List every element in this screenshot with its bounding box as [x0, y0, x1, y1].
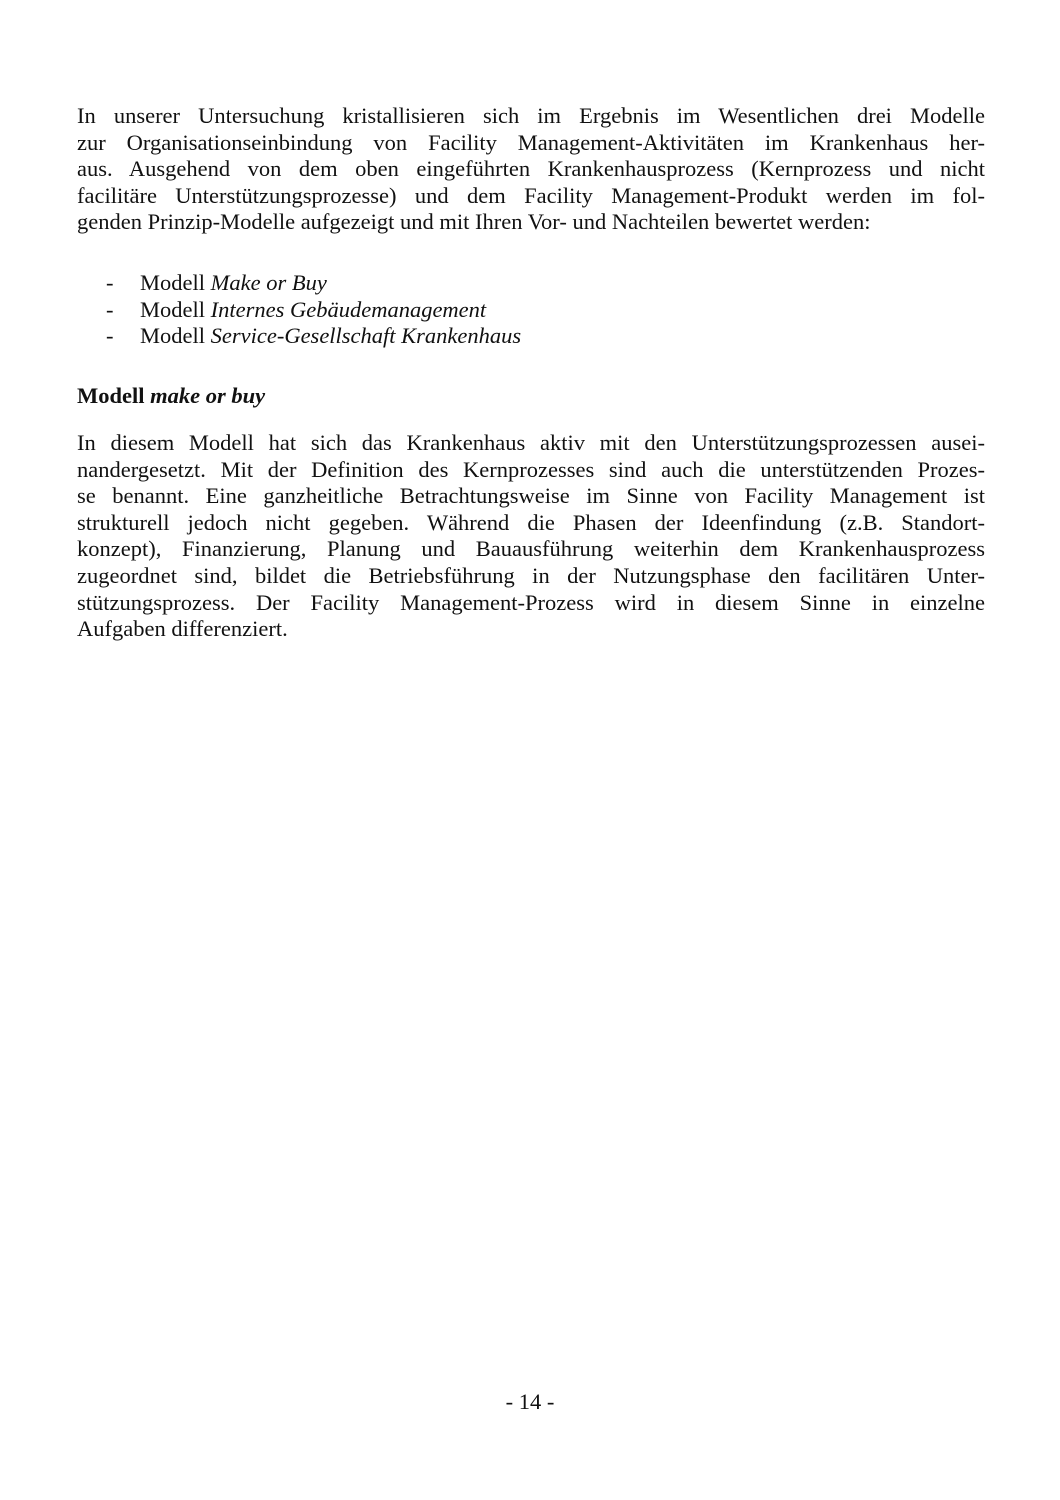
- model-list-item: [100, 323, 521, 350]
- intro-line: zur Organisationseinbindung von Facility Management-Aktivitäten im Krankenhaus her-: [77, 129, 985, 155]
- section-heading: [77, 383, 265, 410]
- bullet-dash: -: [106, 270, 114, 295]
- model-prefix: Modell: [140, 323, 205, 349]
- intro-line: In unserer Untersuchung kristallisieren sich im Ergebnis im Wesentlichen drei Modelle: [77, 103, 985, 128]
- model-name: Make or Buy: [210, 270, 327, 295]
- page-number: - 14 -: [505, 1389, 555, 1414]
- model-name: Internes Gebäudemanagement: [210, 296, 487, 322]
- model-prefix: Modell: [140, 296, 205, 322]
- intro-line: aus. Ausgehend von dem oben eingeführten Krankenhausprozess (Kernprozess und nicht: [77, 156, 985, 182]
- section-line: konzept), Finanzierung, Planung und Bauausführung weiterhin dem Krankenhausprozess: [77, 536, 985, 562]
- model-prefix: Modell: [140, 270, 205, 295]
- model-name: Service-Gesellschaft Krankenhaus: [210, 323, 522, 349]
- section-line: strukturell jedoch nicht gegeben. Während die Phasen der Ideenfindung (z.B. Standort-: [77, 509, 985, 535]
- bullet-dash: -: [106, 323, 114, 349]
- section-heading-italic: make or buy: [150, 383, 266, 408]
- intro-line: facilitäre Unterstützungsprozesse) und dem Facility Management-Produkt werden im fol-: [77, 182, 985, 208]
- model-list-item: [100, 297, 521, 324]
- section-paragraph: [77, 430, 985, 643]
- section-line: zugeordnet sind, bildet die Betriebsführung in der Nutzungsphase den facilitären Unter-: [77, 562, 985, 588]
- section-line: se benannt. Eine ganzheitliche Betrachtungsweise im Sinne von Facility Management ist: [77, 483, 985, 509]
- section-heading-plain: Modell: [77, 383, 145, 408]
- bullet-dash: -: [106, 296, 114, 322]
- section-line: nandergesetzt. Mit der Definition des Kernprozesses sind auch die unterstützenden Prozes-: [77, 456, 985, 482]
- section-line: Aufgaben differenziert.: [77, 616, 288, 642]
- intro-paragraph: [77, 103, 985, 236]
- model-list: [100, 270, 521, 350]
- model-list-item: [100, 270, 521, 297]
- section-line: In diesem Modell hat sich das Krankenhaus aktiv mit den Unterstützungsprozessen ausei-: [77, 430, 985, 455]
- section-line: stützungsprozess. Der Facility Management-Prozess wird in diesem Sinne in einzelne: [77, 589, 985, 615]
- intro-line: genden Prinzip-Modelle aufgezeigt und mit Ihren Vor- und Nachteilen bewertet werden:: [77, 209, 871, 235]
